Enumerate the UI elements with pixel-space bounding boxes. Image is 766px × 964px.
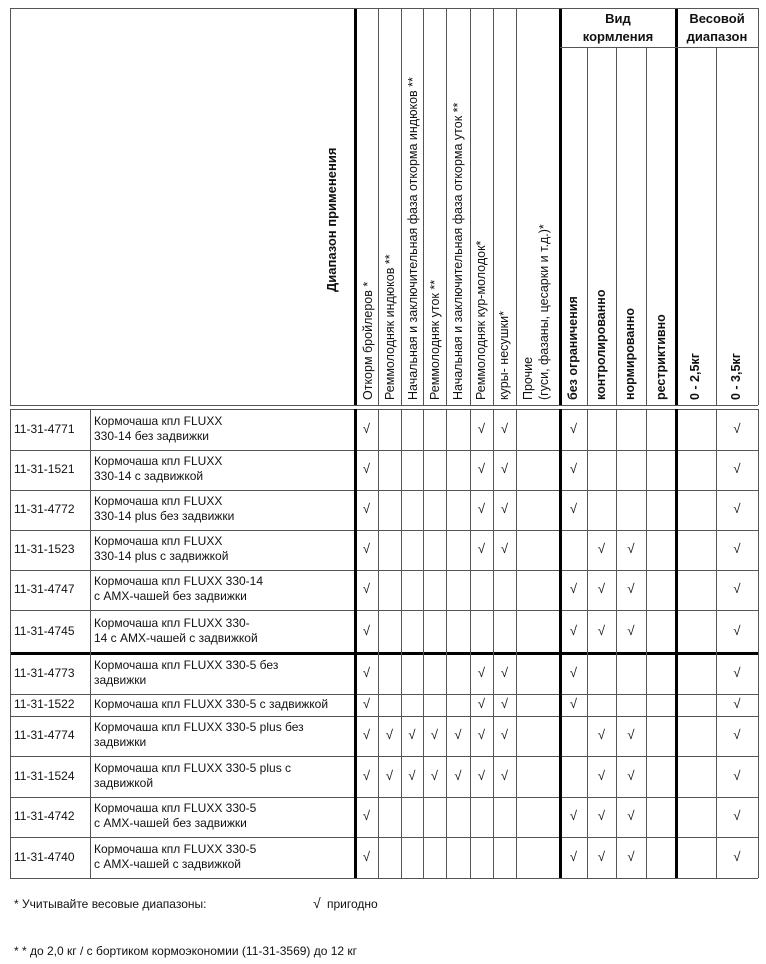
check-mark: √ [627, 541, 635, 556]
article-number: 11-31-4772 [14, 502, 75, 516]
check-mark: √ [733, 581, 741, 596]
check-mark: √ [627, 623, 635, 638]
header-col-line [646, 48, 647, 405]
check-mark: √ [733, 808, 741, 823]
header-bottom-border [10, 405, 758, 406]
article-number: 11-31-4745 [14, 624, 75, 638]
check-mark: √ [569, 420, 578, 436]
check-mark: √ [597, 848, 606, 864]
product-name: Кормочаша кпл FLUXX 330-5 с АМХ-чашей без задвижки [94, 801, 257, 830]
body-major-line [559, 409, 562, 878]
column-header: куры- несушки* [497, 311, 511, 400]
product-name: Кормочаша кпл FLUXX 330-5 plus без задвижки [94, 720, 304, 749]
table-right-border [758, 8, 759, 405]
body-col-line [470, 409, 471, 878]
product-name: Кормочаша кпл FLUXX 330-5 без задвижки [94, 658, 279, 687]
column-header: контролированно [594, 289, 608, 400]
check-mark: √ [597, 767, 606, 783]
body-col-line [10, 409, 11, 878]
check-mark: √ [477, 420, 486, 436]
product-name: Кормочаша кпл FLUXX 330-14 без задвижки [94, 413, 223, 443]
header-col-line [587, 48, 588, 405]
check-mark: √ [569, 461, 578, 476]
check-mark: √ [477, 501, 486, 516]
product-name: Кормочаша кпл FLUXX 330-14 с задвижкой [94, 454, 223, 483]
check-mark: √ [362, 420, 371, 436]
body-col-line [90, 409, 91, 878]
body-col-line [587, 409, 588, 878]
check-mark: √ [597, 623, 606, 638]
column-header: Прочие [521, 356, 535, 400]
body-major-line [675, 409, 678, 878]
body-col-line [423, 409, 424, 878]
check-mark: √ [362, 808, 371, 823]
check-mark: √ [733, 665, 741, 680]
group-weight-range: Весовой диапазон [686, 11, 748, 44]
group-header-underline [560, 47, 758, 48]
header-col-line [423, 8, 424, 405]
check-mark: √ [733, 696, 741, 711]
check-mark: √ [627, 767, 635, 783]
check-mark: √ [733, 420, 741, 436]
header-major-line [559, 8, 562, 405]
article-number: 11-31-1521 [14, 462, 75, 476]
check-mark: √ [627, 727, 635, 742]
check-mark: √ [627, 848, 635, 864]
check-mark: √ [500, 727, 509, 742]
header-col-line [378, 8, 379, 405]
article-number: 11-31-1524 [14, 768, 75, 783]
column-header: нормированно [623, 307, 637, 400]
check-mark: √ [569, 665, 578, 680]
header-col-line [470, 8, 471, 405]
body-col-line [516, 409, 517, 878]
legend-check-symbol: √ [313, 895, 321, 911]
product-name: Кормочаша кпл FLUXX 330- 14 с АМХ-чашей с задвижкой [94, 616, 258, 645]
table-left-border [10, 8, 11, 405]
column-header: 0 - 2,5кг [688, 353, 702, 400]
footnote-weight-ranges: * Учитывайте весовые диапазоны: [14, 897, 207, 911]
product-name: Кормочаша кпл FLUXX 330-14 с АМХ-чашей без задвижки [94, 574, 264, 603]
check-mark: √ [627, 808, 635, 823]
check-mark: √ [477, 727, 486, 742]
check-mark: √ [500, 767, 509, 783]
article-number: 11-31-1522 [14, 697, 75, 711]
body-col-line [716, 409, 717, 878]
body-col-line [646, 409, 647, 878]
check-mark: √ [733, 767, 741, 783]
check-mark: √ [477, 696, 486, 711]
check-mark: √ [733, 727, 741, 742]
article-number: 11-31-4742 [14, 809, 75, 823]
check-mark: √ [362, 767, 371, 783]
column-header: Реммолодняк индюков ** [383, 254, 397, 400]
check-mark: √ [733, 461, 741, 476]
body-col-line [758, 409, 759, 878]
body-col-line [446, 409, 447, 878]
check-mark: √ [362, 461, 371, 476]
header-col-line [493, 8, 494, 405]
check-mark: √ [597, 727, 606, 742]
table-top-border [10, 8, 758, 9]
check-mark: √ [362, 541, 371, 556]
check-mark: √ [362, 665, 371, 680]
check-mark: √ [597, 581, 606, 596]
header-col-line [401, 8, 402, 405]
body-col-line [616, 409, 617, 878]
row-line [10, 878, 758, 879]
check-mark: √ [477, 767, 486, 783]
column-header: Реммолодняк кур-молодок* [474, 240, 488, 400]
article-number: 11-31-4747 [14, 582, 75, 596]
column-header: Реммолодняк уток ** [428, 279, 442, 400]
check-mark: √ [569, 696, 578, 711]
product-name: Кормочаша кпл FLUXX 330-14 plus без задвижки [94, 494, 235, 523]
body-col-line [378, 409, 379, 878]
product-name: Кормочаша кпл FLUXX 330-5 plus с задвижкой [94, 760, 292, 790]
check-mark: √ [569, 501, 578, 516]
column-header: Откорм бройлеров * [361, 281, 375, 400]
footnote-turkey-weight: * * до 2,0 кг / с бортиком кормоэкономии (11-31-3569) до 12 кг [14, 944, 358, 958]
check-mark: √ [733, 623, 741, 638]
check-mark: √ [362, 501, 371, 516]
check-mark: √ [362, 623, 371, 638]
header-major-line [675, 8, 678, 405]
column-header: 0 - 3,5кг [729, 353, 743, 400]
body-col-line [401, 409, 402, 878]
article-number: 11-31-4771 [14, 421, 75, 436]
check-mark: √ [430, 727, 439, 742]
article-number: 11-31-4774 [14, 728, 75, 742]
article-number: 11-31-1523 [14, 542, 75, 556]
article-number: 11-31-4773 [14, 666, 75, 680]
check-mark: √ [362, 581, 371, 596]
check-mark: √ [733, 541, 741, 556]
article-number: 11-31-4740 [14, 849, 75, 864]
check-mark: √ [500, 501, 509, 516]
check-mark: √ [500, 461, 509, 476]
header-col-line [616, 48, 617, 405]
check-mark: √ [733, 848, 741, 864]
check-mark: √ [569, 808, 578, 823]
check-mark: √ [500, 541, 509, 556]
check-mark: √ [500, 665, 509, 680]
check-mark: √ [385, 767, 394, 783]
check-mark: √ [454, 727, 462, 742]
check-mark: √ [408, 767, 416, 783]
body-col-line [493, 409, 494, 878]
check-mark: √ [500, 696, 509, 711]
check-mark: √ [385, 727, 394, 742]
check-mark: √ [362, 696, 371, 711]
product-name: Кормочаша кпл FLUXX 330-14 plus с задвижкой [94, 534, 229, 563]
check-mark: √ [569, 581, 578, 596]
column-header: Начальная и заключительная фаза откорма индюков ** [406, 77, 420, 400]
check-mark: √ [408, 727, 416, 742]
header-col-line [446, 8, 447, 405]
check-mark: √ [477, 541, 486, 556]
check-mark: √ [569, 623, 578, 638]
header-major-line [354, 8, 357, 405]
check-mark: √ [362, 848, 371, 864]
check-mark: √ [477, 665, 486, 680]
group-feeding-type: Вид кормления [582, 11, 654, 44]
check-mark: √ [627, 581, 635, 596]
check-mark: √ [597, 808, 606, 823]
column-header: Начальная и заключительная фаза откорма уток ** [451, 102, 465, 400]
column-header: без ограничения [566, 296, 580, 400]
check-mark: √ [733, 501, 741, 516]
product-name: Кормочаша кпл FLUXX 330-5 с задвижкой [94, 696, 329, 711]
header-col-line [516, 8, 517, 405]
column-header: рестриктивно [654, 314, 668, 400]
check-mark: √ [597, 541, 606, 556]
range-title: Диапазон применения [324, 147, 339, 292]
check-mark: √ [500, 420, 509, 436]
check-mark: √ [454, 767, 462, 783]
legend-suitable-label: пригодно [327, 897, 378, 911]
check-mark: √ [477, 461, 486, 476]
column-header: (гуси, фазаны, цесарки и т.д.)* [537, 224, 551, 400]
check-mark: √ [430, 767, 439, 783]
check-mark: √ [569, 848, 578, 864]
product-name: Кормочаша кпл FLUXX 330-5 с АМХ-чашей с задвижкой [94, 841, 257, 871]
check-mark: √ [362, 727, 371, 742]
header-col-line [716, 48, 717, 405]
